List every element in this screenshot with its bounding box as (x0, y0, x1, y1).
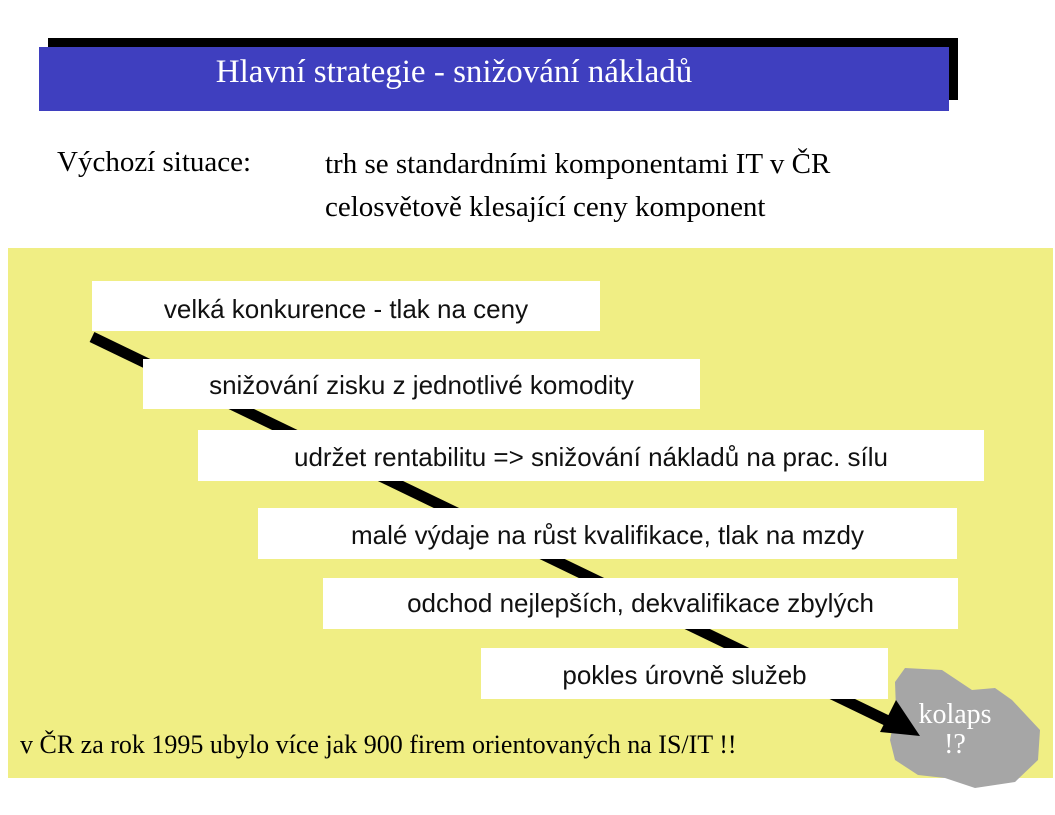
step-1: velká konkurence - tlak na ceny (92, 281, 600, 331)
step-4: malé výdaje na růst kvalifikace, tlak na mzdy (258, 508, 957, 559)
step-2: snižování zisku z jednotlivé komodity (143, 359, 700, 409)
collapse-label (900, 700, 1010, 760)
page-title: Hlavní strategie - snižování nákladů (215, 54, 693, 90)
situation-line-1: trh se standardními komponentami IT v ČR (325, 148, 831, 180)
collapse-label-line-1: kolaps (918, 699, 992, 730)
step-5: odchod nejlepších, dekvalifikace zbylých (323, 578, 958, 629)
footer-note: v ČR za rok 1995 ubylo více jak 900 firem orientovaných na IS/IT !! (20, 730, 737, 759)
step-3: udržet rentabilitu => snižování nákladů na prac. sílu (198, 430, 984, 481)
collapse-label-line-2: !? (944, 729, 966, 760)
step-6: pokles úrovně služeb (481, 648, 888, 699)
situation-label: Výchozí situace: (57, 146, 252, 178)
situation-line-2: celosvětově klesající ceny komponent (325, 191, 766, 223)
